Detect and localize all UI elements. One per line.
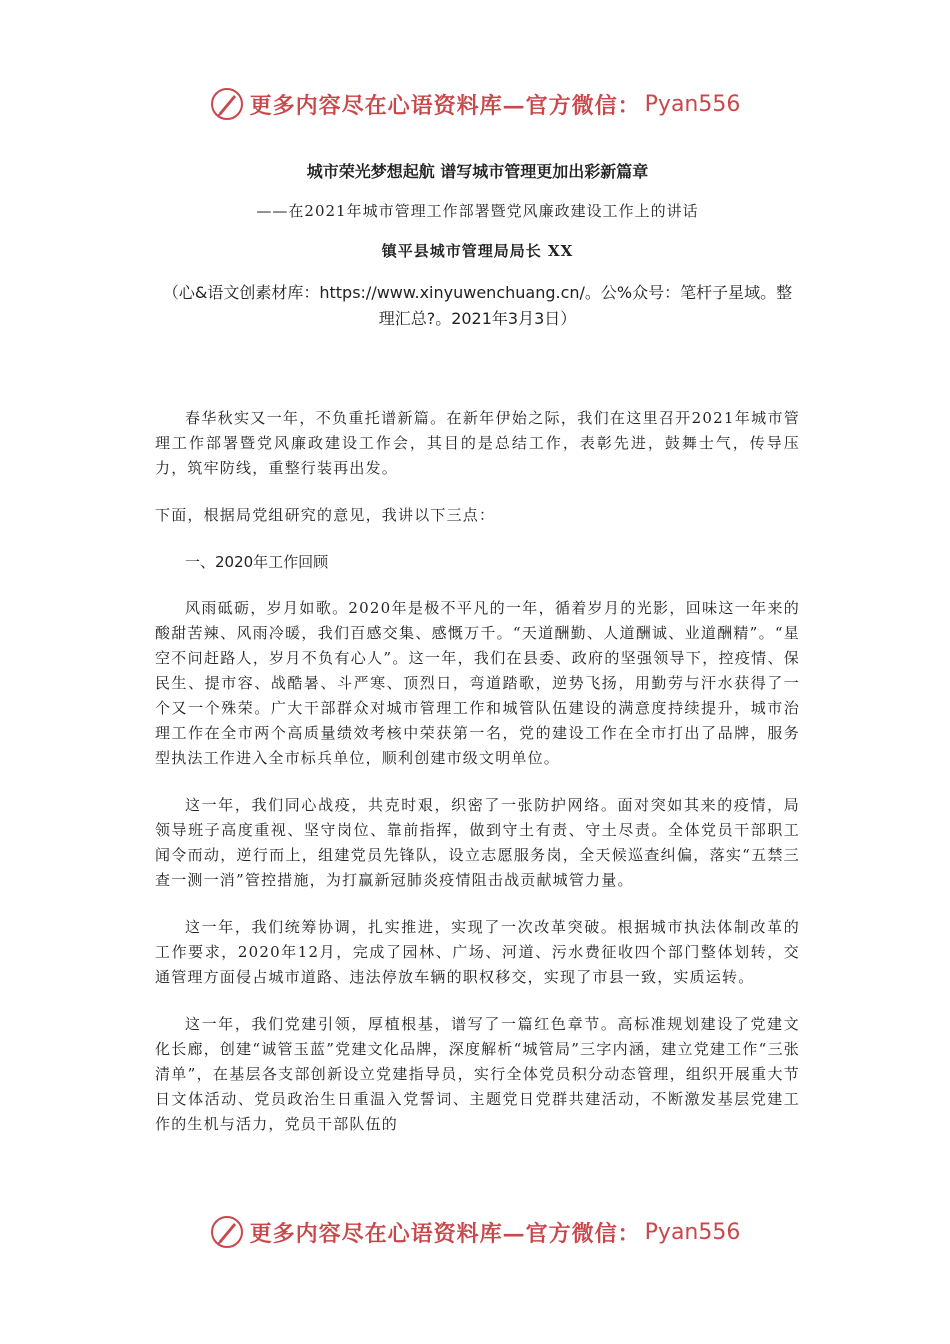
paragraph: 这一年，我们党建引领，厚植根基，谱写了一篇红色章节。高标准规划建设了党建文化长廊，创建“诚管玉蓝”党建文化品牌，深度解析“城管局”三字内涵，建立党建工作“三张清单”，在基层各支部创新设立党建指导员，实行全体党员积分动态管理，组织开展重大节日文体活动、党员政治生日重温入党誓词、主题党日党群共建活动，不断激发基层党建工作的生机与活力，党员干部队伍的 [155, 1015, 800, 1133]
header-banner [0, 82, 950, 126]
quill-logo-icon [210, 87, 244, 121]
paragraph: 这一年，我们同心战疫，共克时艰，织密了一张防护网络。面对突如其来的疫情，局领导班子高度重视、坚守岗位、靠前指挥，做到守土有责、守土尽责。全体党员干部职工闻令而动，逆行而上，组建党员先锋队，设立志愿服务岗，全天候巡查纠偏，落实“五禁三查一测一消”管控措施，为打赢新冠肺炎疫情阻击战贡献城管力量。 [155, 796, 800, 889]
banner-wechat-id: Pyan556 [644, 1219, 741, 1245]
doc-author: 镇平县城市管理局局长 XX [381, 242, 574, 260]
paragraph: 这一年，我们统筹协调，扎实推进，实现了一次改革突破。根据城市执法体制改革的工作要求，2020年12月，完成了园林、广场、河道、污水费征收四个部门整体划转，交通管理方面侵占城市道路、违法停放车辆的职权移交，实现了市县一致，实质运转。 [155, 918, 800, 986]
doc-title: 城市荣光梦想起航 谱写城市管理更加出彩新篇章 [306, 162, 649, 181]
doc-subtitle: ——在2021年城市管理工作部署暨党风廉政建设工作上的讲话 [256, 202, 699, 220]
banner-text: 更多内容尽在心语资料库—官方微信： [249, 1220, 641, 1247]
banner-wechat-id: Pyan556 [644, 91, 741, 117]
document-body [155, 160, 800, 1137]
footer-banner [0, 1210, 950, 1254]
banner-text: 更多内容尽在心语资料库—官方微信： [249, 92, 641, 119]
paragraph: 风雨砥砺，岁月如歌。2020年是极不平凡的一年，循着岁月的光影，回味这一年来的酸甜苦辣、风雨冷暖，我们百感交集、感慨万千。“天道酬勤、人道酬诚、业道酬精”。“星空不问赶路人，岁月不负有心人”。这一年，我们在县委、政府的坚强领导下，控疫情、保民生、提市容、战酷暑、斗严寒、顶烈日，弯道踏歌，逆势飞扬，用勤劳与汗水获得了一个又一个殊荣。广大干部群众对城市管理工作和城管队伍建设的满意度持续提升，城市治理工作在全市两个高质量绩效考核中荣获第一名，党的建设工作在全市打出了品牌，服务型执法工作进入全市标兵单位，顺利创建市级文明单位。 [155, 599, 800, 767]
paragraph: 下面，根据局党组研究的意见，我讲以下三点： [155, 506, 496, 524]
paragraph: 春华秋实又一年，不负重托谱新篇。在新年伊始之际，我们在这里召开2021年城市管理工作部署暨党风廉政建设工作会，其目的是总结工作，表彰先进，鼓舞士气，传导压力，筑牢防线，重整行装再出发。 [155, 409, 800, 477]
doc-source-note: （心&语文创素材库：https://www.xinyuwenchuang.cn/。公%众号：笔杆子星域。整理汇总?。2021年3月3日） [162, 283, 793, 328]
quill-logo-icon [210, 1215, 244, 1249]
section-heading: 一、2020年工作回顾 [185, 553, 329, 571]
